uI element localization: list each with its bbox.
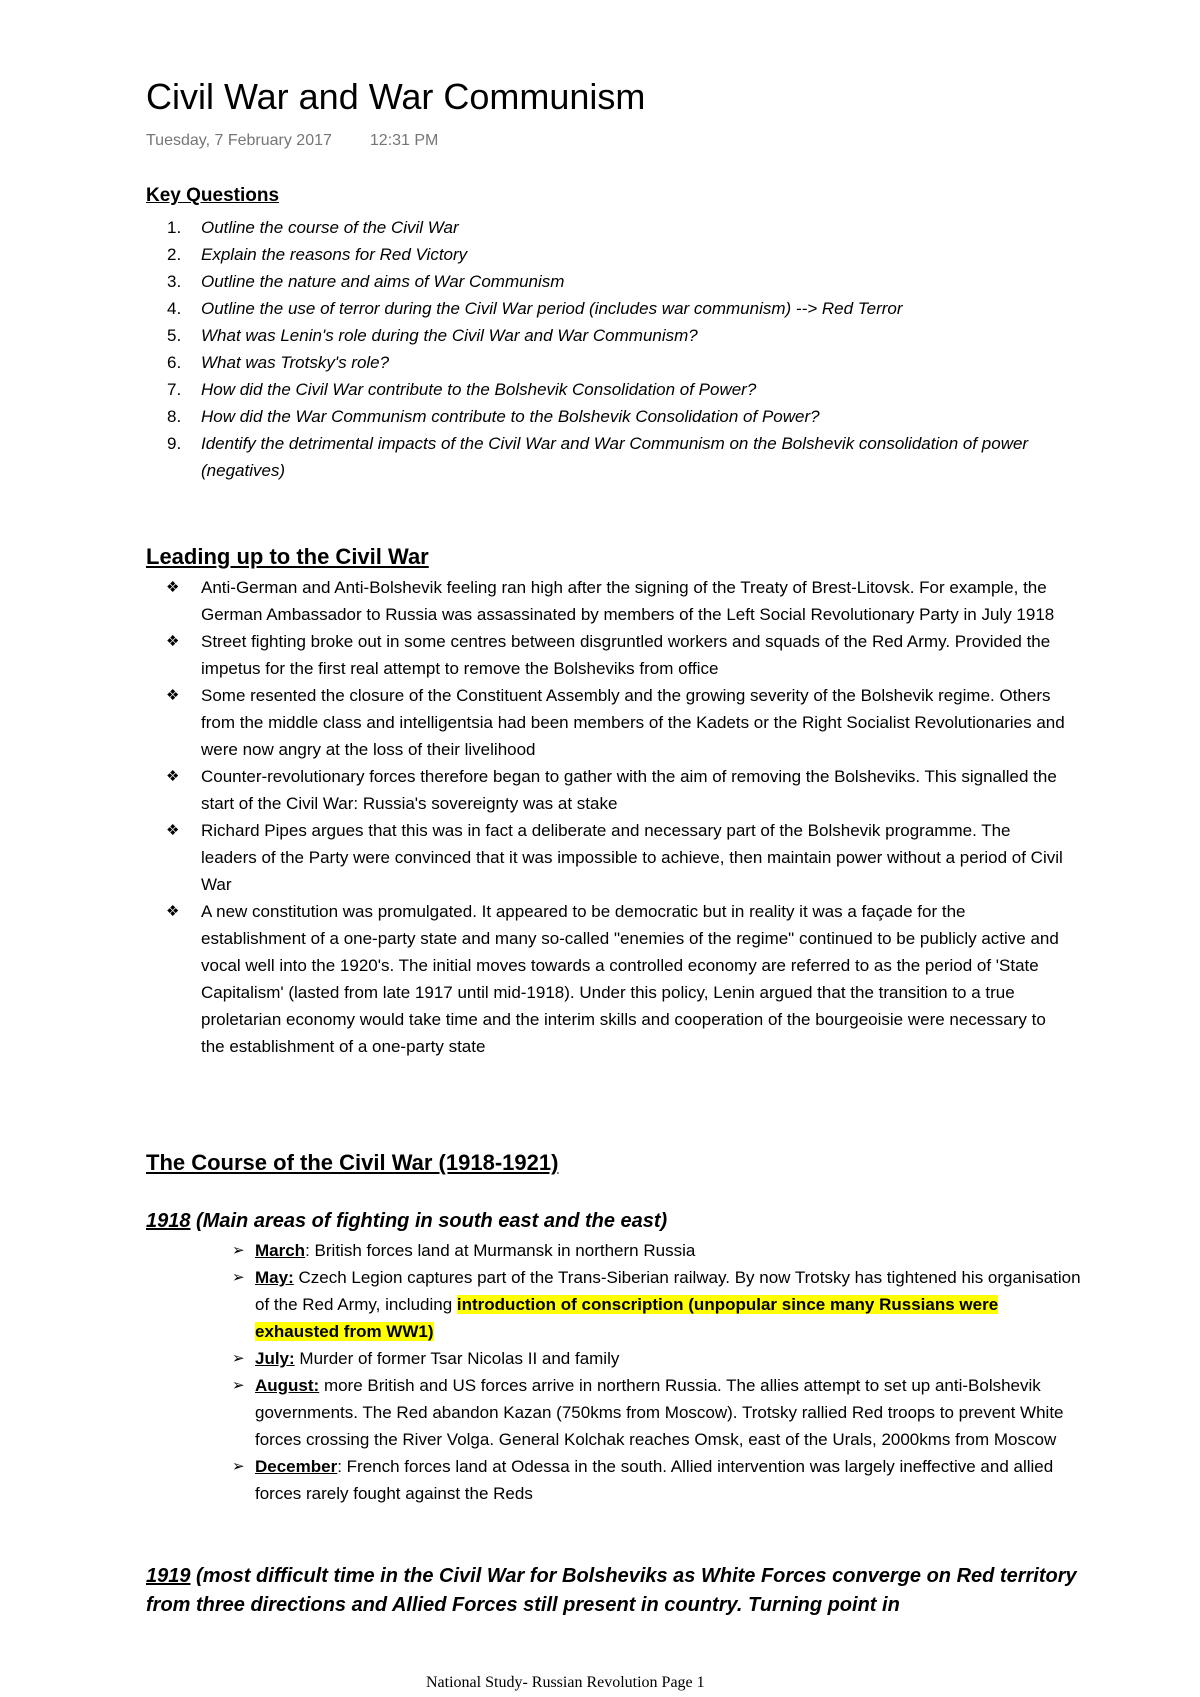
event-text: more British and US forces arrive in northern Russia. The allies attempt to set up anti-Bolshevik governments. The Red abandon Kazan (750kms from Moscow). Trotsky rallied Red troops to prevent White forces crossing the River Volga. General Kolchak reaches Omsk, east of the Urals, 2000kms from Moscow xyxy=(255,1376,1064,1449)
arrow-bullet-icon: ➢ xyxy=(232,1242,245,1259)
arrow-bullet-icon: ➢ xyxy=(232,1377,245,1394)
key-question-number: 6. xyxy=(167,353,182,372)
key-question-text: Explain the reasons for Red Victory xyxy=(201,245,468,264)
key-question-number: 2. xyxy=(167,245,182,264)
leading-up-text: Counter-revolutionary forces therefore began to gather with the aim of removing the Bolsheviks. This signalled the start of the Civil War: Russia's sovereignty was at stake xyxy=(201,767,1057,813)
key-question-text: What was Lenin's role during the Civil War and War Communism? xyxy=(201,326,698,345)
leading-up-item xyxy=(146,817,1066,898)
year-1919-label: 1919 xyxy=(146,1565,191,1587)
key-question-item xyxy=(146,268,1086,295)
leading-up-text: A new constitution was promulgated. It appeared to be democratic but in reality it was a façade for the establishment of a one-party state and many so-called "enemies of the regime" continued to be publicly active and vocal well into the 1920's. The initial moves towards a controlled economy are referred to as the period of 'State Capitalism' (lasted from late 1917 until mid-1918). Under this policy, Lenin argued that the transition to a true proletarian economy would take time and the interim skills and cooperation of the bourgeoisie were necessary to the establishment of a one-party state xyxy=(201,902,1059,1056)
diamond-bullet-icon: ❖ xyxy=(166,822,180,839)
key-question-text: Identify the detrimental impacts of the Civil War and War Communism on the Bolshevik consolidation of power (negatives) xyxy=(201,434,1029,480)
diamond-bullet-icon: ❖ xyxy=(166,579,180,596)
course-heading: The Course of the Civil War (1918-1921) xyxy=(146,1150,559,1175)
year-1918-desc: (Main areas of fighting in south east and the east) xyxy=(190,1210,668,1232)
arrow-bullet-icon: ➢ xyxy=(232,1350,245,1367)
year-1918-label: 1918 xyxy=(146,1210,191,1232)
event-text: Czech Legion captures part of the Trans-Siberian railway. By now Trotsky has tightened his organisation of the Red Army, including xyxy=(255,1268,1081,1314)
key-question-item xyxy=(146,403,1086,430)
key-question-item xyxy=(146,349,1086,376)
key-question-text: What was Trotsky's role? xyxy=(201,353,390,372)
leading-up-text: Street fighting broke out in some centres between disgruntled workers and squads of the Red Army. Provided the impetus for the first real attempt to remove the Bolsheviks from office xyxy=(201,632,1051,678)
diamond-bullet-icon: ❖ xyxy=(166,768,180,785)
event-month: May: xyxy=(255,1268,294,1287)
leading-up-heading: Leading up to the Civil War xyxy=(146,544,429,569)
key-question-item xyxy=(146,295,1086,322)
arrow-bullet-icon: ➢ xyxy=(232,1458,245,1475)
page-title: Civil War and War Communism xyxy=(146,76,646,117)
leading-up-text: Some resented the closure of the Constituent Assembly and the growing severity of the Bolshevik regime. Others from the middle class and intelligentsia had been members of the Kadets or the Right Socialist Revolutionaries and were now angry at the loss of their livelihood xyxy=(201,686,1065,759)
key-question-number: 1. xyxy=(167,218,182,237)
key-question-text: Outline the nature and aims of War Communism xyxy=(201,272,565,291)
diamond-bullet-icon: ❖ xyxy=(166,903,180,920)
leading-up-item xyxy=(146,898,1066,1060)
key-question-number: 5. xyxy=(167,326,182,345)
leading-up-item xyxy=(146,574,1066,628)
year-1919-heading xyxy=(146,1562,1086,1620)
key-question-number: 8. xyxy=(167,407,182,426)
key-question-item xyxy=(146,376,1086,403)
event-item xyxy=(146,1372,1086,1453)
event-item xyxy=(146,1237,1086,1264)
key-question-text: How did the Civil War contribute to the Bolshevik Consolidation of Power? xyxy=(201,380,757,399)
event-sep: : xyxy=(337,1457,342,1476)
events-1918-list xyxy=(146,1237,1086,1507)
year-1919-desc: (most difficult time in the Civil War for Bolsheviks as White Forces converge on Red territory from three directions and Allied Forces still present in country. Turning point in xyxy=(146,1565,1077,1616)
event-month: July: xyxy=(255,1349,295,1368)
key-question-item xyxy=(146,214,1086,241)
key-questions-heading: Key Questions xyxy=(146,185,280,206)
event-month: March xyxy=(255,1241,306,1260)
leading-up-item xyxy=(146,763,1066,817)
key-question-number: 7. xyxy=(167,380,182,399)
event-month: December xyxy=(255,1457,338,1476)
key-question-number: 9. xyxy=(167,434,182,453)
key-question-text: How did the War Communism contribute to the Bolshevik Consolidation of Power? xyxy=(201,407,820,426)
key-question-item xyxy=(146,322,1086,349)
key-question-item xyxy=(146,241,1086,268)
event-text: French forces land at Odessa in the south. Allied intervention was largely ineffective and allied forces rarely fought against the Reds xyxy=(255,1457,1054,1503)
key-question-item xyxy=(146,430,1086,484)
key-question-number: 4. xyxy=(167,299,182,318)
leading-up-text: Richard Pipes argues that this was in fact a deliberate and necessary part of the Bolshevik programme. The leaders of the Party were convinced that it was impossible to achieve, then maintain power without a period of Civil War xyxy=(201,821,1063,894)
leading-up-list xyxy=(146,574,1066,1060)
page-date: Tuesday, 7 February 2017 xyxy=(146,132,332,149)
event-text: Murder of former Tsar Nicolas II and family xyxy=(294,1349,620,1368)
leading-up-item xyxy=(146,682,1066,763)
page-footer: National Study- Russian Revolution Page 1 xyxy=(426,1674,705,1691)
key-question-text: Outline the course of the Civil War xyxy=(201,218,459,237)
page-time: 12:31 PM xyxy=(369,132,439,149)
event-item xyxy=(146,1264,1086,1345)
key-questions-list xyxy=(146,214,1086,484)
diamond-bullet-icon: ❖ xyxy=(166,687,180,704)
event-sep: : xyxy=(305,1241,310,1260)
event-item xyxy=(146,1345,1086,1372)
leading-up-text: Anti-German and Anti-Bolshevik feeling ran high after the signing of the Treaty of Brest-Litovsk. For example, the German Ambassador to Russia was assassinated by members of the Left Social Revolutionary Party in July 1918 xyxy=(201,578,1055,624)
diamond-bullet-icon: ❖ xyxy=(166,633,180,650)
event-month: August: xyxy=(255,1376,320,1395)
event-item xyxy=(146,1453,1086,1507)
year-1918-heading xyxy=(146,1207,1086,1236)
highlighted-text: introduction of conscription (unpopular since many Russians were exhausted from WW1) xyxy=(255,1295,999,1341)
key-question-number: 3. xyxy=(167,272,182,291)
arrow-bullet-icon: ➢ xyxy=(232,1269,245,1286)
event-text: British forces land at Murmansk in northern Russia xyxy=(309,1241,696,1260)
key-question-text: Outline the use of terror during the Civil War period (includes war communism) --> Red Terror xyxy=(201,299,903,318)
page-meta xyxy=(146,132,438,150)
leading-up-item xyxy=(146,628,1066,682)
